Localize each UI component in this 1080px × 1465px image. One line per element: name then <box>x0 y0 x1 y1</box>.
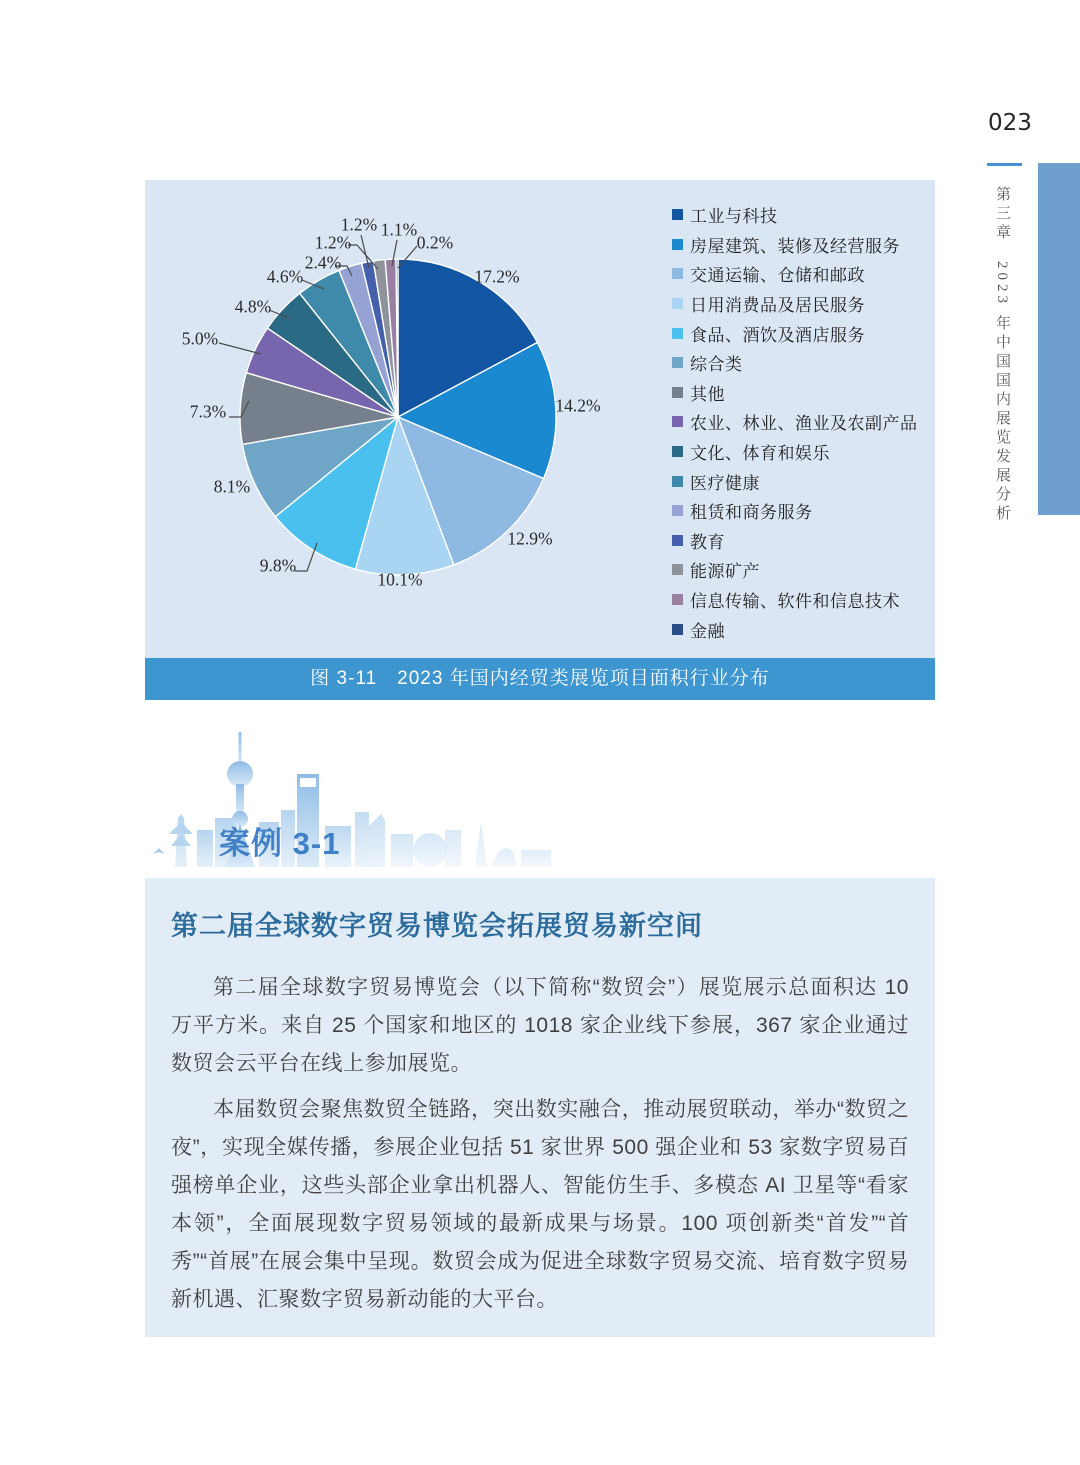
legend-item-3 <box>672 289 918 319</box>
legend-label: 文化、体育和娱乐 <box>690 444 830 464</box>
legend-label: 其他 <box>690 384 725 404</box>
legend-label: 交通运输、仓储和邮政 <box>690 266 865 286</box>
case-paragraph-2: 本届数贸会聚焦数贸全链路，突出数实融合，推动展贸联动，举办“数贸之夜”，实现全媒传播，参展企业包括 51 家世界 500 强企业和 53 家数字贸易百强榜单企业，这些头部企业拿出机器人、智能仿生手、多模态 AI 卫星等“看家本领”，全面展现数字贸易领域的最新成果与场景。100 项创新类“首发”“首秀”“首展”在展会集中呈现。数贸会成为促进全球数字贸易交流、培育数字贸易新机遇、汇聚数字贸易新动能的大平台。 <box>171 1098 909 1311</box>
legend-label: 日用消费品及居民服务 <box>690 296 865 316</box>
legend-swatch-icon <box>672 298 683 309</box>
legend-swatch-icon <box>672 564 683 575</box>
legend-label: 医疗健康 <box>690 473 760 493</box>
legend-swatch-icon <box>672 594 683 605</box>
legend-item-5 <box>672 348 918 378</box>
legend-label: 信息传输、软件和信息技术 <box>690 592 900 612</box>
case-badge-label: 案例 3-1 <box>219 826 341 861</box>
legend-swatch-icon <box>672 476 683 487</box>
chapter-color-bar <box>1038 163 1080 515</box>
pie-value-label-10: 2.4% <box>304 252 342 273</box>
pie-value-label-3: 10.1% <box>377 569 423 590</box>
case-paragraph-1: 第二届全球数字贸易博览会（以下简称“数贸会”）展览展示总面积达 10 万平方米。来自 25 个国家和地区的 1018 家企业线下参展，367 家企业通过数贸会云平台在线上参加展览。 <box>171 976 909 1075</box>
legend-label: 能源矿产 <box>690 562 760 582</box>
legend-swatch-icon <box>672 624 683 635</box>
legend-item-2 <box>672 259 918 289</box>
chapter-side-caption <box>992 186 1013 886</box>
legend-label: 房屋建筑、装修及经营服务 <box>690 236 900 256</box>
legend-item-9 <box>672 466 918 496</box>
legend-item-10 <box>672 496 918 526</box>
legend-swatch-icon <box>672 446 683 457</box>
figure-caption: 图 3-11 2023 年国内经贸类展览项目面积行业分布 <box>145 658 935 700</box>
legend-swatch-icon <box>672 328 683 339</box>
legend-item-13 <box>672 585 918 615</box>
case-title: 第二届全球数字贸易博览会拓展贸易新空间 <box>171 911 703 941</box>
legend-item-11 <box>672 526 918 556</box>
legend-label: 综合类 <box>690 355 743 375</box>
skyline-illustration-icon <box>145 722 560 875</box>
legend-item-8 <box>672 437 918 467</box>
pie-value-label-11: 1.2% <box>340 214 378 235</box>
pie-value-label-6: 7.3% <box>189 401 227 422</box>
legend-label: 工业与科技 <box>690 207 778 227</box>
legend-label: 农业、林业、渔业及农副产品 <box>690 414 918 434</box>
legend-swatch-icon <box>672 239 683 250</box>
page-number: 023 <box>988 110 1032 136</box>
legend-item-0 <box>672 200 918 230</box>
legend-item-12 <box>672 555 918 585</box>
pie-legend <box>672 200 918 644</box>
pie-value-label-4: 9.8% <box>259 555 297 576</box>
legend-swatch-icon <box>672 416 683 427</box>
legend-swatch-icon <box>672 505 683 516</box>
legend-item-6 <box>672 378 918 408</box>
chapter-label: 第三章 <box>994 186 1010 243</box>
legend-item-14 <box>672 614 918 644</box>
legend-label: 租赁和商务服务 <box>690 503 813 523</box>
pie-value-label-2: 12.9% <box>507 528 553 549</box>
case-study-panel <box>145 878 935 1337</box>
pie-value-label-0: 17.2% <box>474 266 520 287</box>
pie-chart-panel <box>145 180 935 658</box>
pie-value-label-13: 1.1% <box>380 219 418 240</box>
header-rule <box>987 163 1022 166</box>
chapter-title: 2023 年中国国内展览发展分析 <box>994 261 1010 524</box>
legend-item-1 <box>672 230 918 260</box>
legend-label: 教育 <box>690 532 725 552</box>
legend-swatch-icon <box>672 387 683 398</box>
legend-swatch-icon <box>672 535 683 546</box>
case-badge <box>145 722 560 875</box>
case-body <box>171 969 909 1319</box>
legend-item-7 <box>672 407 918 437</box>
legend-label: 食品、酒饮及酒店服务 <box>690 325 865 345</box>
legend-label: 金融 <box>690 621 725 641</box>
pie-value-label-9: 4.6% <box>266 266 304 287</box>
pie-value-label-7: 5.0% <box>181 328 219 349</box>
pie-value-label-1: 14.2% <box>555 395 601 416</box>
pie-value-label-8: 4.8% <box>234 296 272 317</box>
pie-value-label-14: 0.2% <box>416 232 454 253</box>
legend-swatch-icon <box>672 209 683 220</box>
legend-item-4 <box>672 318 918 348</box>
legend-swatch-icon <box>672 268 683 279</box>
pie-value-label-12: 1.2% <box>314 232 352 253</box>
legend-swatch-icon <box>672 357 683 368</box>
pie-value-label-5: 8.1% <box>213 476 251 497</box>
